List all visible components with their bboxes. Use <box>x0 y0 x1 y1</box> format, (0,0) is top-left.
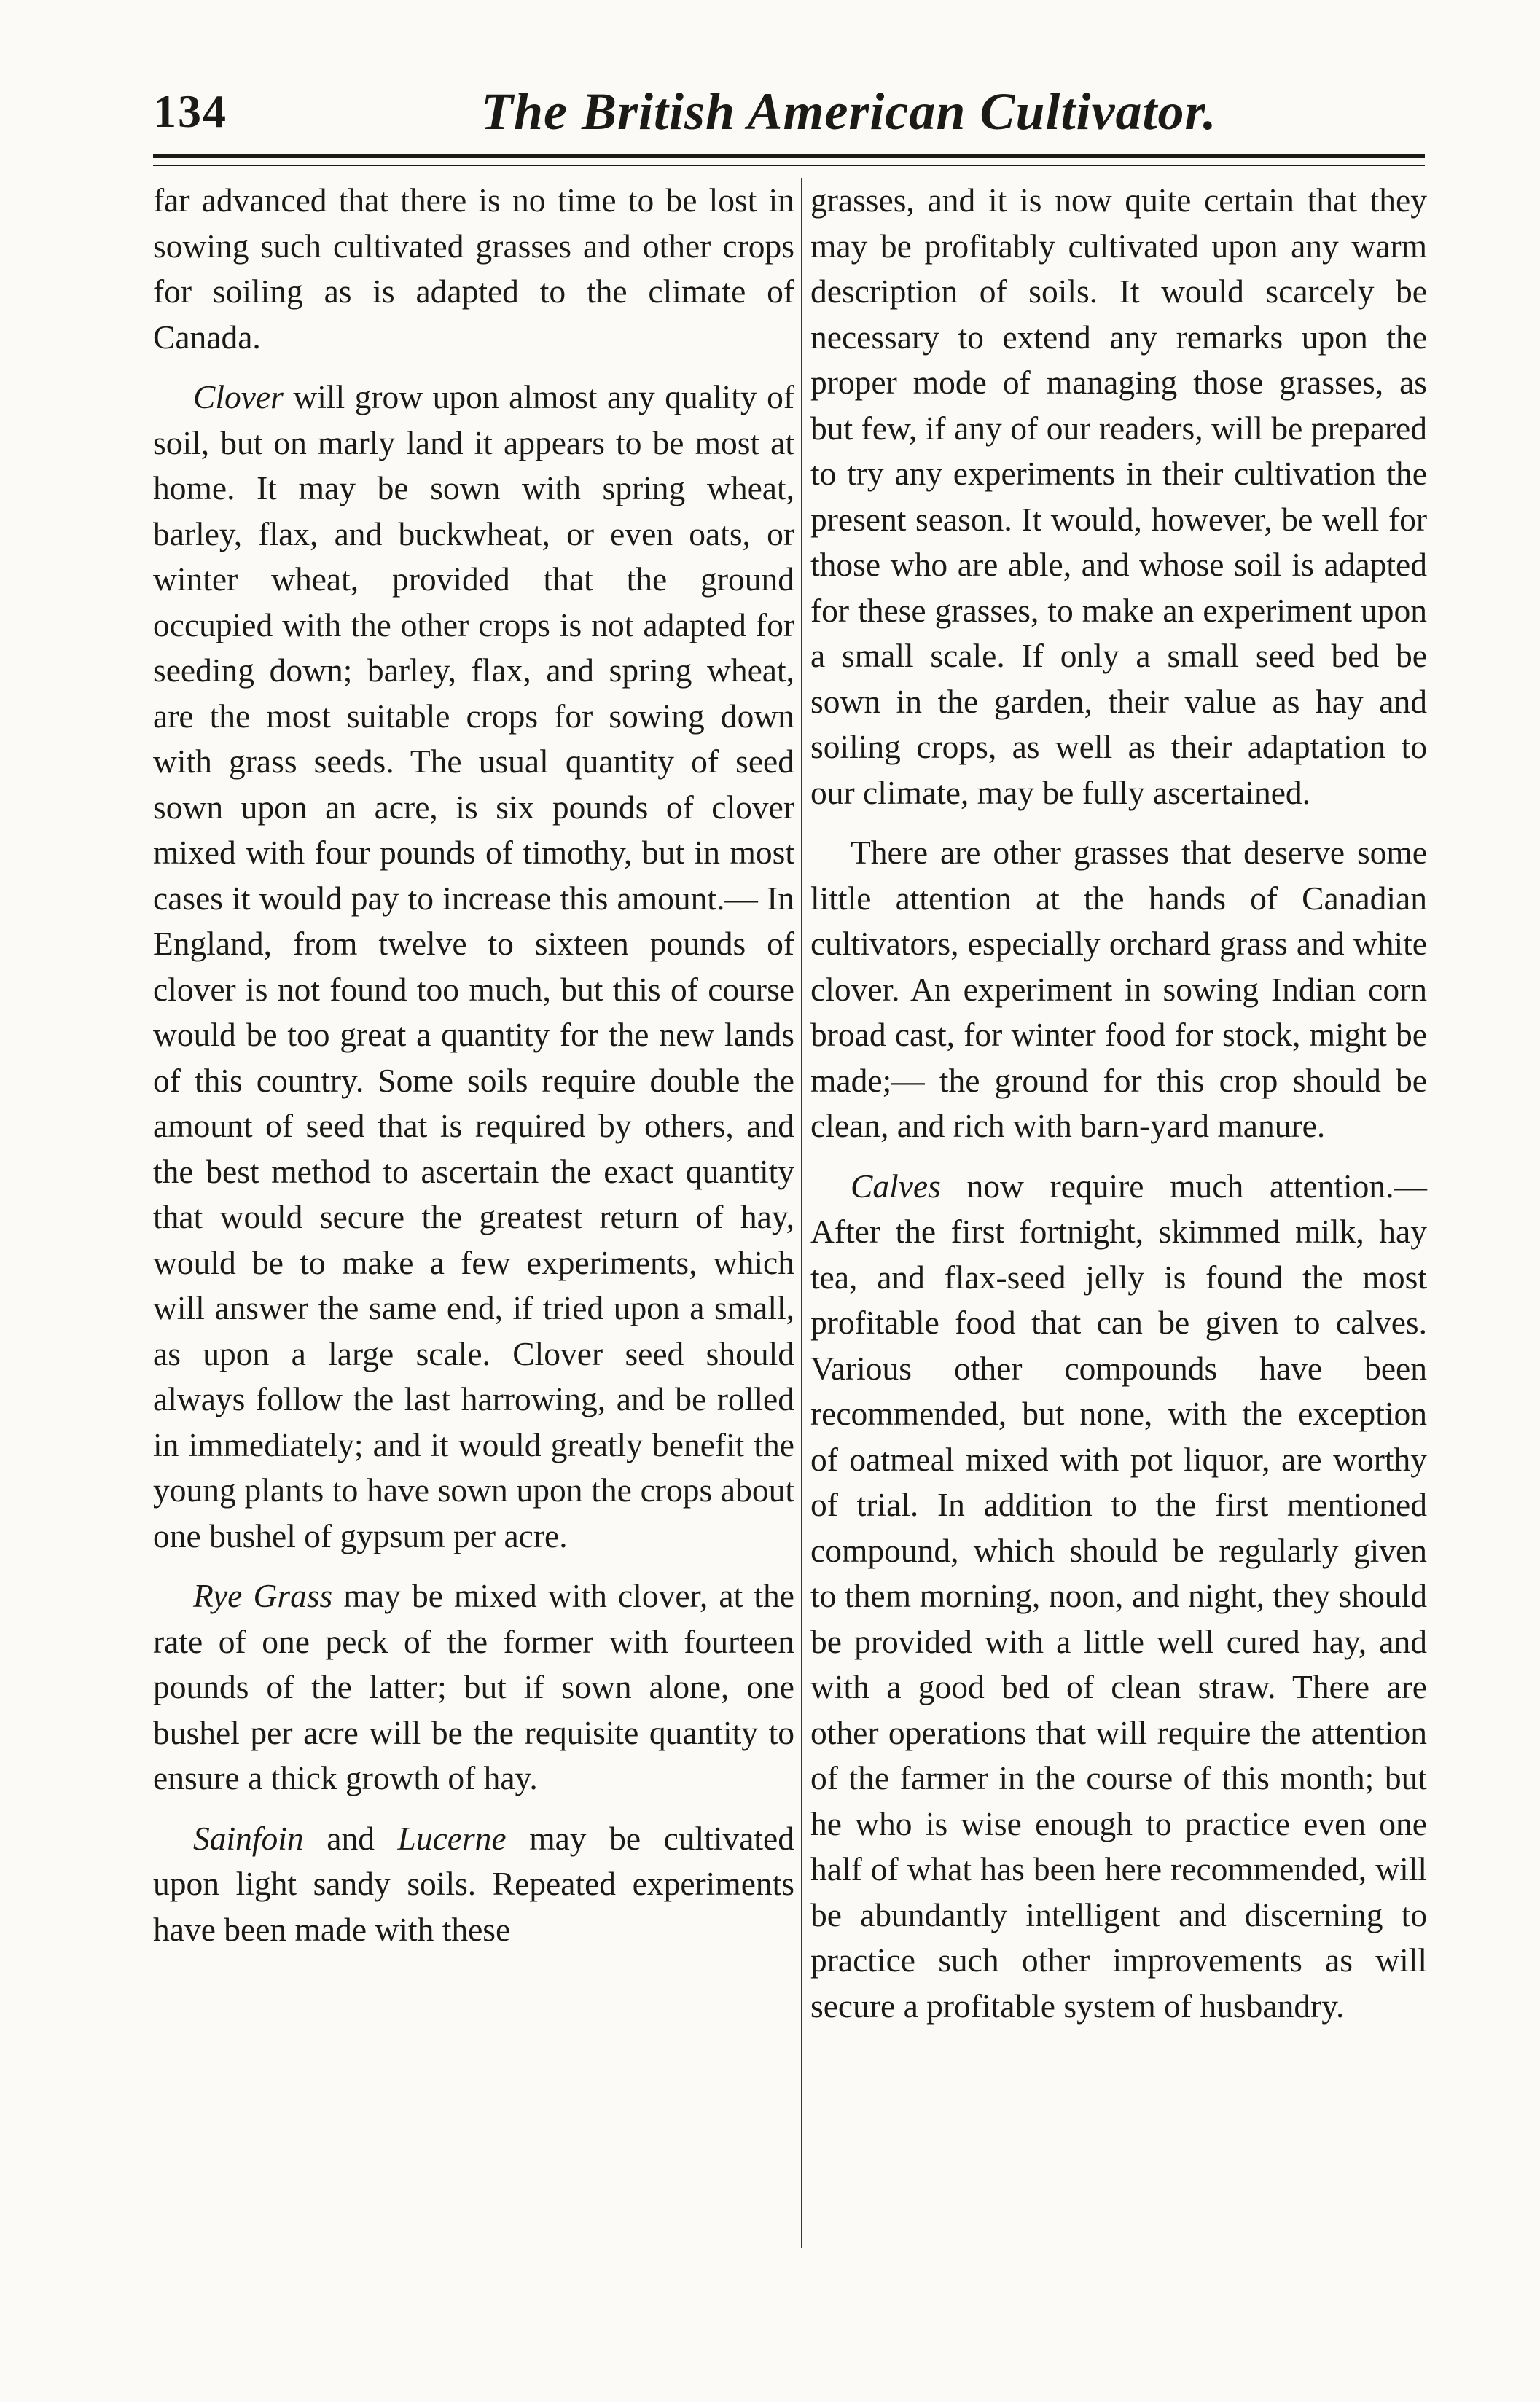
rye-grass-paragraph <box>153 1573 794 1802</box>
sainfoin-lead: Sainfoin <box>193 1819 304 1857</box>
running-title: The British American Cultivator. <box>481 82 1217 141</box>
other-grasses-paragraph: There are other grasses that deserve some little attention at the hands of Canadian cultivators, especially orchard grass and white clover. An experiment in sowing Indian corn broad cast, for winter food for stock, might be made;— the ground for this crop should be clean, and rich with barn-yard manure. <box>810 834 1427 1144</box>
calves-text: now require much attention.— After the first fortnight, skimmed milk, hay tea, and flax-seed jelly is found the most profitable food that can be given to calves. Various other compounds have been recommended, but none, with the exception of oatmeal mixed with pot liquor, are worthy of trial. In addition to the first mentioned compound, which should be regularly given to them morning, noon, and night, they should be provided with a little well cured hay, and with a good bed of clean straw. There are other operations that will require the attention of the farmer in the course of this month; but he who is wise enough to practice even one half of what has been here recommended, will be abundantly intelligent and discerning to practice such other improvements as will secure a profitable system of husbandry. <box>810 1167 1427 2025</box>
header-rule-thick <box>153 154 1425 158</box>
calves-lead: Calves <box>851 1167 941 1205</box>
left-column <box>153 178 794 1967</box>
clover-paragraph <box>153 375 794 1559</box>
clover-lead: Clover <box>193 378 284 415</box>
rye-grass-lead: Rye Grass <box>193 1577 333 1614</box>
page-header <box>153 79 1428 159</box>
sainfoin-text: may be cultivated upon light sandy soils. Repeated experiments have been made with these <box>153 1819 794 1948</box>
rye-grass-text: may be mixed with clover, at the rate of one peck of the former with fourteen pounds of the latter; but if sown alone, one bushel per acre will be the requisite quantity to ensure a thick growth of hay. <box>153 1577 795 1796</box>
sainfoin-paragraph <box>153 1816 794 1953</box>
right-paragraph-1: grasses, and it is now quite certain that they may be profitably cultivated upon any warm description of soils. It would scarcely be necessary to extend any remarks upon the proper mode of managing those grasses, as but few, if any of our readers, will be prepared to try any experiments in their cultivation the present season. It would, however, be well for those who are able, and whose soil is adapted for these grasses, to make an experiment upon a small scale. If only a small seed bed be sown in the garden, their value as hay and soiling crops, as well as their adaptation to our climate, may be fully ascertained. <box>810 181 1427 811</box>
calves-paragraph <box>810 1164 1427 2030</box>
header-rule-thin <box>153 165 1425 166</box>
page-number: 134 <box>153 85 227 137</box>
clover-text: will grow upon almost any quality of soil, but on marly land it appears to be most at home. It may be sown with spring wheat, barley, flax, and buckwheat, or even oats, or winter wheat, provided that the ground occupied with the other crops is not adapted for seeding down; barley, flax, and spring wheat, are the most suitable crops for sowing down with grass seeds. The usual quantity of seed sown upon an acre, is six pounds of clover mixed with four pounds of timothy, but in most cases it would pay to increase this amount.— In England, from twelve to sixteen pounds of clover is not found too much, but this of course would be too great a quantity for the new lands of this country. Some soils require double the amount of seed that is required by others, and the best method to ascertain the exact quantity that would secure the greatest return of hay, would be to make a few experiments, which will answer the same end, if tried upon a small, as upon a large scale. Clover seed should always follow the last harrowing, and be rolled in immediately; and it would greatly benefit the young plants to have sown upon the crops about one bushel of gypsum per acre. <box>153 378 794 1554</box>
left-paragraph-1: far advanced that there is no time to be lost in sowing such cultivated grasses and other crops for soiling as is adapted to the climate of Canada. <box>153 181 794 356</box>
column-divider <box>801 178 802 2248</box>
lucerne-lead: Lucerne <box>397 1819 507 1857</box>
right-column <box>810 178 1427 2043</box>
sainfoin-and: and <box>303 1819 398 1857</box>
